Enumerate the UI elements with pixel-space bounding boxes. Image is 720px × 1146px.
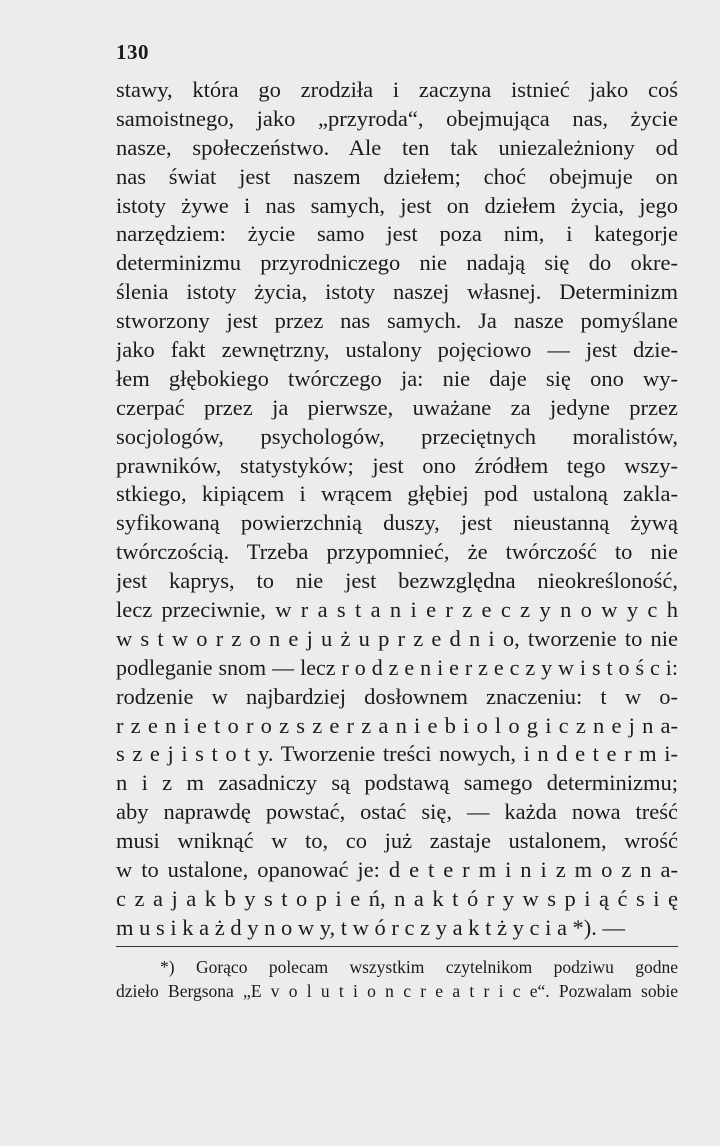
text-line: c z a j a k b y s t o p i e ń, n a k t ó r y w s p i ą ć s i ę	[116, 885, 678, 911]
page-number: 130	[116, 40, 149, 64]
text-line: prawników, statystyków; jest ono źródłem tego wszy-	[116, 452, 678, 478]
footnote-line: dzieło Bergsona „E v o l u t i o n c r e a t r i c e“. Pozwalam sobie	[116, 981, 678, 1001]
text-line: stworzony jest przez nas samych. Ja nasze pomyślane	[116, 308, 678, 334]
text-line: m u s i k a ż d y n o w y, t w ó r c z y a k t ż y c i a *). —	[116, 914, 626, 940]
text-line: nas świat jest naszem dziełem; choć obejmuje on	[116, 163, 678, 189]
text-line: lecz przeciwnie, w r a s t a n i e r z e c z y n o w y c h	[116, 597, 678, 623]
text-line: jako fakt zewnętrzny, ustalony pojęciowo — jest dzie-	[116, 337, 678, 363]
text-line: czerpać przez ja pierwsze, uważane za jedyne przez	[116, 394, 678, 420]
text-line: samoistnego, jako „przyroda“, obejmująca nas, życie	[116, 105, 678, 131]
text-line: narzędziem: życie samo jest poza nim, i kategorje	[116, 221, 678, 247]
text-line: socjologów, psychologów, przeciętnych moralistów,	[116, 423, 678, 449]
text-line: twórczością. Trzeba przypomnieć, że twórczość to nie	[116, 539, 678, 565]
text-line: w s t w o r z o n e j u ż u p r z e d n i o, tworzenie to nie	[116, 625, 678, 651]
text-line: aby naprawdę powstać, ostać się, — każda nowa treść	[116, 799, 678, 825]
text-line: jest kaprys, to nie jest bezwzględna nieokreśloność,	[116, 568, 678, 594]
body-text	[116, 76, 678, 943]
text-line: syfikowaną powierzchnią duszy, jest nieustanną żywą	[116, 510, 678, 536]
text-line: rodzenie w najbardziej dosłownem znaczeniu: t w o-	[116, 683, 678, 709]
footnote-divider	[116, 946, 678, 947]
text-line: stawy, która go zrodziła i zaczyna istnieć jako coś	[116, 77, 678, 102]
text-line: musi wniknąć w to, co już zastaje ustalonem, wrość	[116, 828, 678, 854]
text-line: istoty żywe i nas samych, jest on dziełem życia, jego	[116, 192, 678, 218]
text-line: r z e n i e t o r o z s z e r z a n i e b i o l o g i c z n e j n a-	[116, 712, 678, 738]
text-line: w to ustalone, opanować je: d e t e r m i n i z m o z n a-	[116, 857, 678, 883]
text-line: determinizmu przyrodniczego nie nadają się do okre-	[116, 250, 678, 276]
text-line: nasze, społeczeństwo. Ale ten tak uniezależniony od	[116, 134, 678, 160]
footnote	[116, 955, 678, 1003]
text-line: łem głębokiego twórczego ja: nie daje się ono wy-	[116, 365, 678, 391]
text-line: n i z m zasadniczy są podstawą samego determinizmu;	[116, 770, 678, 796]
text-line: stkiego, kipiącem i wrącem głębiej pod ustaloną zakla-	[116, 481, 678, 507]
text-line: ślenia istoty życia, istoty naszej własnej. Determinizm	[116, 279, 678, 305]
text-line: podleganie snom — lecz r o d z e n i e r z e c z y w i s t o ś c i:	[116, 654, 678, 680]
text-line: s z e j i s t o t y. Tworzenie treści nowych, i n d e t e r m i-	[116, 741, 678, 767]
footnote-line: *) Gorąco polecam wszystkim czytelnikom podziwu godne	[160, 957, 678, 977]
